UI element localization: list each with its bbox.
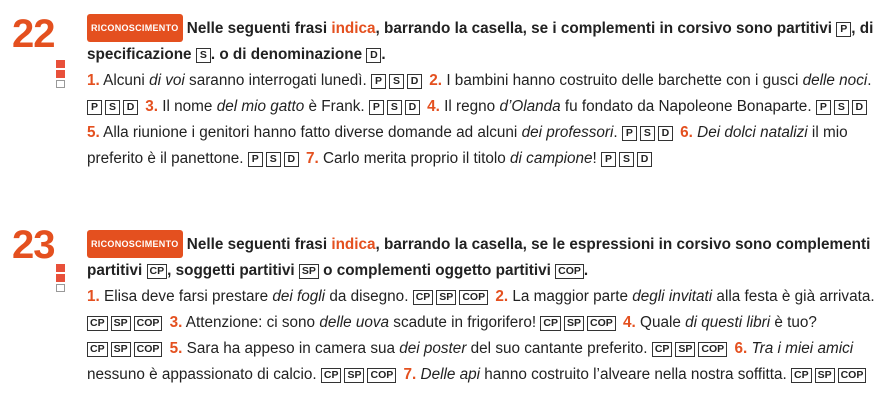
answer-checkbox-p[interactable]: P <box>601 152 616 167</box>
answer-checkbox-s[interactable]: S <box>619 152 634 167</box>
answer-checkbox-d[interactable]: D <box>284 152 299 167</box>
answer-checkbox-p[interactable]: P <box>816 100 831 115</box>
answer-checkboxes <box>413 288 491 305</box>
item-italic-expression: delle noci <box>802 72 868 89</box>
answer-checkbox-p[interactable]: P <box>87 100 102 115</box>
item-italic-expression: Delle api <box>420 366 481 383</box>
answer-checkbox-cp[interactable]: CP <box>652 342 673 357</box>
answer-checkbox-sp[interactable]: SP <box>675 342 695 357</box>
item-text: Carlo merita proprio il titolo <box>323 150 511 167</box>
item-italic-expression: di campione <box>510 150 593 167</box>
item-text: Il regno <box>444 98 500 115</box>
option-key-box: P <box>836 22 851 37</box>
item-italic-expression: del mio gatto <box>216 98 305 115</box>
answer-checkboxes <box>369 98 423 115</box>
answer-checkbox-d[interactable]: D <box>658 126 673 141</box>
answer-checkbox-cop[interactable]: COP <box>587 316 616 331</box>
item-number: 4. <box>427 98 440 115</box>
item-text: Elisa deve farsi prestare <box>104 288 273 305</box>
item-text: da disegno. <box>325 288 409 305</box>
exercise-type-badge: RICONOSCIMENTO <box>87 14 183 42</box>
item-number: 6. <box>734 340 748 357</box>
item-number: 4. <box>623 314 636 331</box>
answer-checkbox-p[interactable]: P <box>371 74 386 89</box>
item-text: . <box>613 124 618 141</box>
answer-checkbox-cp[interactable]: CP <box>413 290 434 305</box>
answer-checkboxes <box>87 314 165 331</box>
exercise-number: 22 <box>12 12 55 56</box>
item-italic-expression: dei professori <box>521 124 614 141</box>
item-text: Il nome <box>162 98 217 115</box>
item-text: il mio preferito è il panettone. <box>87 124 848 167</box>
answer-checkbox-cop[interactable]: COP <box>367 368 396 383</box>
item-italic-expression: Dei dolci natalizi <box>697 124 808 141</box>
exercise-items <box>87 68 877 172</box>
item-italic-expression: dei poster <box>399 340 467 357</box>
item-number: 5. <box>87 124 100 141</box>
answer-checkbox-cp[interactable]: CP <box>540 316 561 331</box>
answer-checkbox-cp[interactable]: CP <box>87 342 108 357</box>
item-number: 2. <box>429 72 443 89</box>
item-text: è tuo? <box>770 314 817 331</box>
item-italic-expression: delle uova <box>319 314 390 331</box>
difficulty-indicator <box>56 60 65 90</box>
item-italic-expression: di voi <box>149 72 185 89</box>
answer-checkboxes <box>652 340 730 357</box>
item-text: alla festa è già arrivata. <box>712 288 875 305</box>
exercise-type-badge: RICONOSCIMENTO <box>87 230 183 258</box>
item-text: ! <box>592 150 597 167</box>
item-text: nessuno è appassionato di calcio. <box>87 366 317 383</box>
item-text: scadute in frigorifero! <box>389 314 537 331</box>
item-text: Alla riunione i genitori hanno fatto diverse domande ad alcuni <box>103 124 522 141</box>
answer-checkboxes <box>791 366 869 383</box>
option-key-box: COP <box>555 264 584 279</box>
item-text: Attenzione: ci sono <box>185 314 320 331</box>
item-number: 3. <box>169 314 183 331</box>
option-key-box: CP <box>147 264 168 279</box>
answer-checkbox-s[interactable]: S <box>105 100 120 115</box>
answer-checkboxes <box>87 340 165 357</box>
item-text: Alcuni <box>103 72 150 89</box>
answer-checkboxes <box>622 124 676 141</box>
item-italic-expression: d’Olanda <box>499 98 561 115</box>
answer-checkbox-cp[interactable]: CP <box>791 368 812 383</box>
item-text: I bambini hanno costruito delle barchette con i gusci <box>446 72 803 89</box>
answer-checkbox-d[interactable]: D <box>407 74 422 89</box>
item-number: 2. <box>495 288 509 305</box>
exercise-body <box>87 14 877 172</box>
item-number: 1. <box>87 72 100 89</box>
item-number: 6. <box>680 124 693 141</box>
difficulty-indicator <box>56 264 65 294</box>
option-key-box: D <box>366 48 381 63</box>
item-text: Quale <box>640 314 686 331</box>
answer-checkbox-sp[interactable]: SP <box>436 290 456 305</box>
item-number: 7. <box>403 366 417 383</box>
answer-checkbox-cop[interactable]: COP <box>459 290 488 305</box>
option-key-box: S <box>196 48 211 63</box>
answer-checkbox-sp[interactable]: SP <box>111 316 131 331</box>
answer-checkbox-d[interactable]: D <box>637 152 652 167</box>
answer-checkboxes <box>601 150 655 167</box>
answer-checkbox-cop[interactable]: COP <box>698 342 727 357</box>
item-number: 5. <box>169 340 183 357</box>
answer-checkbox-p[interactable]: P <box>248 152 263 167</box>
item-text: è Frank. <box>304 98 365 115</box>
answer-checkboxes <box>321 366 399 383</box>
item-text: fu fondato da Napoleone Bonaparte. <box>560 98 812 115</box>
instruction: RICONOSCIMENTO Nelle seguenti frasi indica, barrando la casella, se i complementi in corsivo sono partitivi P , di specificazione S . o di denominazione D . <box>87 14 877 68</box>
answer-checkboxes <box>816 98 870 115</box>
answer-checkbox-d[interactable]: D <box>852 100 867 115</box>
answer-checkbox-s[interactable]: S <box>387 100 402 115</box>
item-italic-expression: Tra i miei amici <box>751 340 854 357</box>
item-text: del suo cantante preferito. <box>466 340 648 357</box>
item-number: 3. <box>145 98 159 115</box>
answer-checkbox-cop[interactable]: COP <box>134 316 163 331</box>
answer-checkbox-cop[interactable]: COP <box>838 368 867 383</box>
answer-checkbox-sp[interactable]: SP <box>111 342 131 357</box>
answer-checkbox-p[interactable]: P <box>622 126 637 141</box>
answer-checkbox-sp[interactable]: SP <box>815 368 835 383</box>
answer-checkbox-d[interactable]: D <box>405 100 420 115</box>
item-text: hanno costruito l’alveare nella nostra soffitta. <box>480 366 787 383</box>
answer-checkbox-cp[interactable]: CP <box>321 368 342 383</box>
exercise-number: 23 <box>12 223 55 267</box>
answer-checkbox-sp[interactable]: SP <box>344 368 364 383</box>
item-text: saranno interrogati lunedì. <box>184 72 367 89</box>
item-number: 7. <box>305 150 319 167</box>
item-text: Sara ha appeso in camera sua <box>186 340 400 357</box>
answer-checkbox-cop[interactable]: COP <box>134 342 163 357</box>
answer-checkbox-sp[interactable]: SP <box>564 316 584 331</box>
answer-checkboxes <box>87 98 141 115</box>
item-italic-expression: di questi libri <box>685 314 771 331</box>
instruction: RICONOSCIMENTO Nelle seguenti frasi indica, barrando la casella, se le espressioni in corsivo sono complementi partitivi CP , soggetti partitivi SP o complementi oggetto partitivi COP . <box>87 230 877 284</box>
answer-checkbox-d[interactable]: D <box>123 100 138 115</box>
item-text: La maggior parte <box>512 288 633 305</box>
answer-checkbox-s[interactable]: S <box>266 152 281 167</box>
answer-checkbox-cp[interactable]: CP <box>87 316 108 331</box>
exercise-body <box>87 230 877 388</box>
answer-checkbox-p[interactable]: P <box>369 100 384 115</box>
exercise-items <box>87 284 877 388</box>
answer-checkbox-s[interactable]: S <box>640 126 655 141</box>
answer-checkbox-s[interactable]: S <box>389 74 404 89</box>
answer-checkbox-s[interactable]: S <box>834 100 849 115</box>
item-italic-expression: dei fogli <box>272 288 326 305</box>
item-italic-expression: degli invitati <box>632 288 713 305</box>
item-text: . <box>867 72 872 89</box>
item-number: 1. <box>87 288 100 305</box>
answer-checkboxes <box>371 72 425 89</box>
option-key-box: SP <box>299 264 319 279</box>
answer-checkboxes <box>540 314 618 331</box>
answer-checkboxes <box>248 150 302 167</box>
